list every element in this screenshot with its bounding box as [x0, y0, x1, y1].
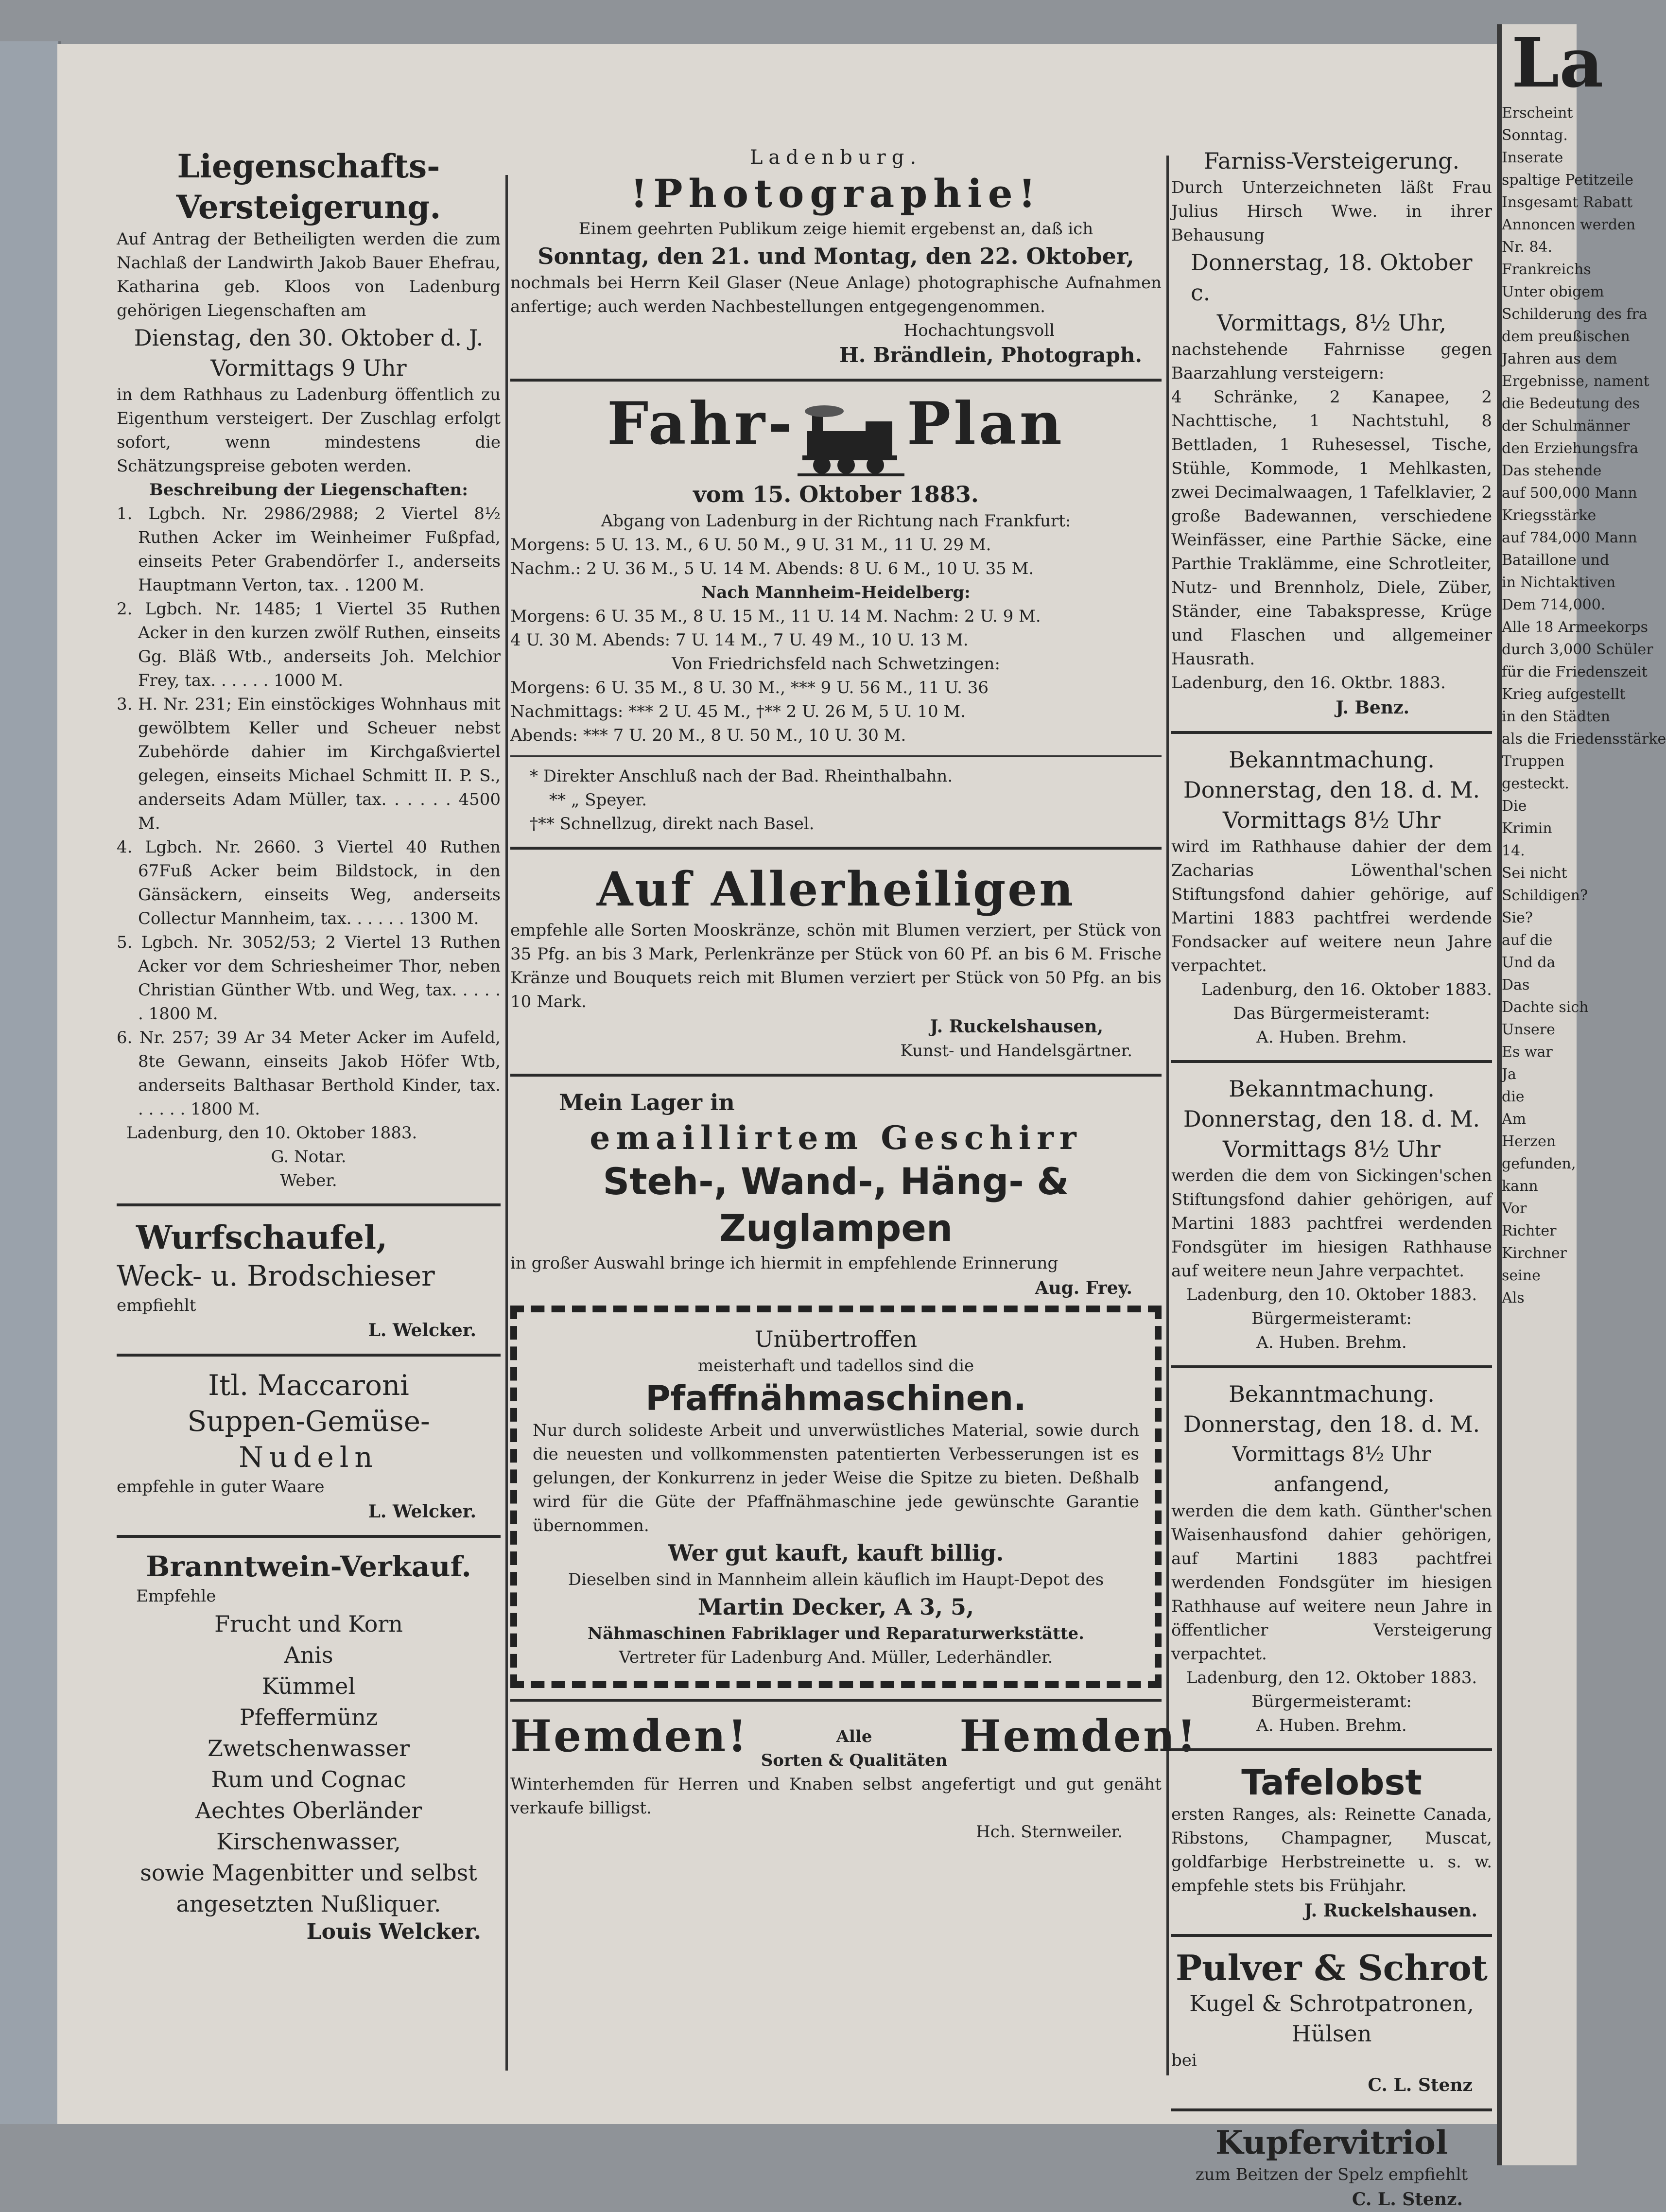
ad-farniss-versteigerung	[1171, 146, 1492, 720]
office: Bürgermeisteramt:	[1251, 1692, 1412, 1711]
text-fragment: auf 784,000 Mann	[1502, 529, 1637, 546]
ad-title: Kupfervitriol	[1215, 2124, 1448, 2161]
schedule-row: Abends: *** 7 U. 20 M., 8 U. 50 M., 10 U. 30 M.	[510, 725, 906, 745]
fahrplan-valid: vom 15. Oktober 1883.	[693, 481, 979, 507]
list-item: Anis	[284, 1642, 333, 1668]
text-fragment: Kirchner	[1502, 1245, 1567, 1262]
local-representative: Vertreter für Ladenburg And. Müller, Lederhändler.	[619, 1647, 1053, 1667]
ad-body: in großer Auswahl bringe ich hiermit in empfehlende Erinnerung	[510, 1253, 1059, 1273]
recommend-text: empfiehlt	[117, 1296, 196, 1315]
list-item: Pfeffermünz	[239, 1704, 378, 1730]
divider	[510, 847, 1162, 850]
signer: A. Huben. Brehm.	[1256, 1333, 1407, 1352]
next-page-strip	[1497, 23, 1666, 2165]
text-fragment: spaltige Petitzeile	[1502, 172, 1634, 189]
ad-line: Zuglampen	[719, 1206, 953, 1250]
schedule-row: Morgens: 5 U. 13. M., 6 U. 50 M., 9 U. 31 M., 11 U. 29 M.	[510, 535, 991, 555]
hemden-middle	[761, 1725, 948, 1773]
auction-time: Vormittags, 8½ Uhr,	[1216, 310, 1447, 336]
text-fragment: Als	[1502, 1289, 1525, 1306]
divider	[1171, 1060, 1492, 1063]
ad-line: Mein Lager in	[559, 1089, 735, 1115]
text-fragment: Die	[1502, 798, 1527, 815]
text-fragment: Ja	[1502, 1066, 1516, 1083]
auction-date: Donnerstag, 18. Oktober c.	[1191, 249, 1473, 306]
text-fragment: Sei nicht	[1502, 865, 1567, 882]
column-left	[117, 146, 501, 1945]
signer: C. L. Stenz.	[1352, 2189, 1463, 2210]
text-fragment: Schildigen?	[1502, 887, 1588, 904]
dealer-intro: Dieselben sind in Mannheim allein käuflich im Haupt-Depot des	[568, 1569, 1104, 1589]
dealer-name: Martin Decker, A 3, 5,	[697, 1593, 974, 1620]
ad-body: empfehle alle Sorten Mooskränze, schön mit Blumen verziert, per Stück von 35 Pfg. an bis 3 Mark, Perlenkränze per Stück von 60 Pf. an bis 6 M. Frische Kränze und Bouquets reich mit Blumen verziert per Stück von 50 Pfg. an bis 10 Mark.	[510, 920, 1162, 1011]
ad-title: Bekanntmachung.	[1229, 1076, 1435, 1102]
signer: J. Ruckelshausen.	[1304, 1900, 1477, 1921]
text-fragment: auf die	[1502, 932, 1553, 949]
footnote: †** Schnellzug, direkt nach Basel.	[530, 814, 815, 834]
ad-line: emaillirtem Geschirr	[590, 1118, 1082, 1157]
list-item: 5. Lgbch. Nr. 3052/53; 2 Viertel 13 Ruthen Acker vor dem Schriesheimer Thor, neben Christian Günther Wtb. und Weg, tax. . . . . . 1800 M.	[117, 933, 501, 1024]
ad-title: Bekanntmachung.	[1229, 1381, 1435, 1407]
text-fragment: Und da	[1502, 954, 1556, 971]
auction-time: Vormittags 9 Uhr	[210, 355, 407, 381]
text-fragment: Am	[1502, 1111, 1527, 1128]
text-fragment: Kriegsstärke	[1502, 507, 1597, 524]
ad-body: nochmals bei Herrn Keil Glaser (Neue Anlage) photographische Aufnahmen anfertige; auch werden Nachbestellungen entgegengenommen.	[510, 273, 1162, 316]
text-fragment: in den Städten	[1502, 708, 1611, 725]
text-fragment: Das stehende	[1502, 462, 1602, 479]
text-fragment: als die Friedensstärke	[1502, 731, 1666, 748]
signer: Louis Welcker.	[306, 1919, 481, 1944]
text-fragment: die Bedeutung des	[1502, 395, 1640, 412]
place-date: Ladenburg, den 10. Oktober 1883.	[1186, 1285, 1477, 1305]
text-fragment: seine	[1502, 1267, 1541, 1284]
ad-title: !Photographie!	[630, 171, 1041, 216]
slogan: Wer gut kauft, kauft billig.	[668, 1539, 1004, 1566]
place-date: Ladenburg, den 12. Oktober 1883.	[1186, 1668, 1477, 1688]
schedule-row: 4 U. 30 M. Abends: 7 U. 14 M., 7 U. 49 M., 10 U. 13 M.	[510, 630, 969, 650]
hemden-mid-line: Sorten & Qualitäten	[761, 1751, 948, 1770]
direction-heading: Von Friedrichsfeld nach Schwetzingen:	[672, 654, 1000, 674]
divider	[1171, 1934, 1492, 1937]
signer: Aug. Frey.	[1035, 1277, 1132, 1298]
text-fragment: Inserate	[1502, 149, 1563, 166]
notice-date: Donnerstag, den 18. d. M.	[1183, 1106, 1480, 1132]
list-item: 6. Nr. 257; 39 Ar 34 Meter Acker im Aufeld, 8te Gewann, einseits Jakob Höfer Wtb, anderseits Balthasar Berthold Kinder, tax. . . . . . 1800 M.	[117, 1028, 501, 1119]
text-fragment: Schilderung des fra	[1502, 306, 1648, 323]
ad-body: werden die dem von Sickingen'schen Stiftungsfond dahier gehörigen, auf Martini 1883 pachtfrei werdenden Fondsgüter im hiesigen Rathhause auf weitere neun Jahre verpachtet.	[1171, 1166, 1492, 1281]
item-list: 4 Schränke, 2 Kanapee, 2 Nachttische, 1 Nachtstuhl, 8 Bettladen, 1 Ruhesessel, Tische, Stühle, Kommode, 1 Mehlkasten, zwei Decimalwaagen, 1 Tafelklavier, 2 große Badewannen, verschiedene Weinfässer, eine Parthie Säcke, eine Parthie Traklämme, eine Schrotleiter, Nutz- und Brennholz, Diele, Züber, Ständer, eine Tabakspresse, Krüge und Flaschen und allgemeiner Hausrath.	[1171, 387, 1492, 669]
text-fragment: Erscheint	[1502, 105, 1573, 122]
list-item: 2. Lgbch. Nr. 1485; 1 Viertel 35 Ruthen Acker in den kurzen zwölf Ruthen, einseits Gg. Bläß Wtb., anderseits Joh. Melchior Frey, tax. . . . . . 1000 M.	[117, 599, 501, 690]
text-fragment: Es war	[1502, 1044, 1553, 1061]
office: Bürgermeisteramt:	[1251, 1309, 1412, 1328]
text-fragment: in Nichtaktiven	[1502, 574, 1616, 591]
book-spine-edge	[0, 41, 61, 2124]
list-item: 3. H. Nr. 231; Ein einstöckiges Wohnhaus mit gewölbtem Keller und Scheuer nebst Zubehörde dahier im Kirchgaßviertel gelegen, einseits Michael Schmitt II. P. S., anderseits Adam Müller, tax. . . . . . 4500 M.	[117, 695, 501, 833]
schedule-row: Nachmittags: *** 2 U. 45 M., †** 2 U. 26 M, 5 U. 10 M.	[510, 701, 966, 721]
divider	[117, 1354, 501, 1357]
place-date: Ladenburg, den 10. Oktober 1883.	[126, 1123, 417, 1143]
ad-line: Kugel & Schrotpatronen,	[1189, 1990, 1474, 2017]
ad-title: Pfaffnähmaschinen.	[645, 1378, 1026, 1418]
ad-subtitle: Weck- u. Brodschieser	[117, 1259, 435, 1292]
text-fragment: Annoncen werden	[1502, 216, 1636, 233]
text-fragment: Jahren aus dem	[1502, 350, 1617, 367]
ad-line: Hülsen	[1291, 2020, 1372, 2047]
text-fragment: Richter	[1502, 1222, 1557, 1239]
section-heading: Beschreibung der Liegenschaften:	[149, 480, 468, 500]
text-fragment: für die Friedenszeit	[1502, 663, 1648, 680]
notice-date: Donnerstag, den 18. d. M.	[1183, 1411, 1480, 1437]
ad-line: bei	[1171, 2051, 1197, 2070]
dealer-desc: Nähmaschinen Fabriklager und Reparaturwerkstätte.	[588, 1623, 1084, 1643]
ad-body: werden die dem kath. Günther'schen Waisenhausfond dahier gehörigen, auf Martini 1883 pachtfrei werdenden Fondsgüter im hiesigen Rathhause auf weitere neun Jahre in öffentlicher Versteigerung verpachtet.	[1171, 1501, 1492, 1664]
hemden-left: Hemden!	[510, 1710, 749, 1762]
ad-title: Auf Allerheiligen	[596, 861, 1076, 917]
list-item: angesetzten Nußliquer.	[176, 1891, 441, 1917]
locomotive-icon	[798, 404, 904, 479]
signer: A. Huben. Brehm.	[1256, 1028, 1407, 1047]
notice-time: Vormittags 8½ Uhr anfangend,	[1232, 1442, 1431, 1496]
ad-body: ersten Ranges, als: Reinette Canada, Ribstons, Champagner, Muscat, goldfarbige Herbstreinette u. s. w. empfehle stets bis Frühjahr.	[1171, 1805, 1492, 1896]
text-fragment: kann	[1502, 1178, 1538, 1195]
hemden-header	[510, 1710, 1198, 1773]
schedule-row: Morgens: 6 U. 35 M., 8 U. 15 M., 11 U. 14 M. Nachm: 2 U. 9 M.	[510, 606, 1041, 626]
column-right	[1171, 146, 1492, 2212]
text-fragment: 14.	[1502, 842, 1525, 859]
divider	[510, 379, 1162, 382]
signer: C. L. Stenz	[1368, 2075, 1473, 2095]
fahrplan-title-left: Fahr-	[607, 389, 795, 458]
text-fragment: Unter obigem	[1502, 283, 1604, 300]
signer: J. Benz.	[1336, 697, 1409, 718]
divider	[1171, 1748, 1492, 1751]
text-fragment: Nr. 84.	[1502, 239, 1553, 256]
ad-pfaff-frame	[510, 1306, 1162, 1688]
ad-nudeln	[117, 1367, 501, 1524]
ad-body: nachstehende Fahrnisse gegen Baarzahlung versteigern:	[1171, 340, 1492, 383]
direction-heading: Nach Mannheim-Heidelberg:	[701, 582, 971, 602]
ad-hemden	[510, 1710, 1198, 1845]
text-fragment: Frankreichs	[1502, 261, 1591, 278]
ad-bekanntmachung-2	[1171, 1074, 1492, 1355]
divider	[510, 755, 1162, 757]
fahrplan-title-right: Plan	[907, 389, 1065, 458]
ad-line: Suppen-Gemüse-	[187, 1405, 430, 1438]
ad-liegenschafts-versteigerung	[117, 146, 501, 1193]
ad-lampen	[510, 1087, 1162, 1301]
ad-photographie	[510, 146, 1162, 368]
list-item: Frucht und Korn	[214, 1611, 403, 1637]
list-item: Kümmel	[261, 1673, 356, 1699]
ad-title: Versteigerung.	[176, 188, 441, 226]
signer: Hch. Sternweiler.	[976, 1822, 1123, 1842]
ad-intro: Auf Antrag der Betheiligten werden die zum Nachlaß der Landwirth Jakob Bauer Ehefrau, Katharina geb. Kloos von Ladenburg gehörigen Liegenschaften am	[117, 229, 501, 320]
ad-intro: Durch Unterzeichneten läßt Frau Julius Hirsch Wwe. in ihrer Behausung	[1171, 178, 1492, 245]
text-fragments	[1502, 102, 1666, 1309]
text-fragment: durch 3,000 Schüler	[1502, 641, 1653, 658]
list-item: 1. Lgbch. Nr. 2986/2988; 2 Viertel 8½ Ruthen Acker im Weinheimer Fußpfad, einseits Peter Grabendörfer I., anderseits Hauptmann Verton, tax. . 1200 M.	[117, 504, 501, 595]
photo-dates: Sonntag, den 21. und Montag, den 22. Oktober,	[538, 243, 1134, 269]
ad-body: in dem Rathhaus zu Ladenburg öffentlich zu Eigenthum versteigert. Der Zuschlag erfolgt sofort, wenn mindestens die Schätzungspreise geboten werden.	[117, 385, 501, 476]
ad-title: Farniss-Versteigerung.	[1203, 148, 1460, 174]
list-item: Kirschenwasser,	[216, 1829, 401, 1855]
notice-time: Vormittags 8½ Uhr	[1223, 1136, 1440, 1162]
text-fragment: Krieg aufgestellt	[1502, 686, 1626, 703]
ad-branntwein	[117, 1549, 501, 1945]
signer: L. Welcker.	[368, 1501, 476, 1522]
ad-line: Unübertroffen	[754, 1325, 918, 1352]
divider	[117, 1203, 501, 1206]
signer: J. Ruckelshausen,	[930, 1016, 1103, 1037]
hemden-mid-line: Alle	[836, 1727, 872, 1746]
list-item: Zwetschenwasser	[207, 1735, 410, 1761]
ad-kupfervitriol	[1171, 2122, 1492, 2212]
text-fragment: Dachte sich	[1502, 999, 1589, 1016]
text-fragment: auf 500,000 Mann	[1502, 485, 1637, 502]
divider	[1171, 2108, 1492, 2111]
ad-body: Nur durch solideste Arbeit und unverwüstliches Material, sowie durch die neuesten und vollkommensten patentierten Verbesserungen ist es gelungen, der Konkurrenz in jeder Weise die Spitze zu bieten. Deßhalb wird für die Güte der Pfaffnähmaschine jede gewünschte Garantie übernommen.	[533, 1420, 1139, 1535]
ad-line: Itl. Maccaroni	[208, 1369, 409, 1402]
direction-heading: Abgang von Ladenburg in der Richtung nach Frankfurt:	[601, 511, 1071, 531]
text-fragment: die	[1502, 1088, 1525, 1105]
column-rule-2	[1166, 156, 1169, 2075]
ad-pulver-schrot	[1171, 1948, 1492, 2098]
place-date: Ladenburg, den 16. Oktbr. 1883.	[1171, 673, 1446, 693]
ad-title: Tafelobst	[1241, 1762, 1422, 1803]
ad-line: Nudeln	[239, 1441, 379, 1474]
divider	[1171, 731, 1492, 734]
column-rule-1	[505, 175, 508, 2071]
signer-role: Kunst- und Handelsgärtner.	[900, 1041, 1132, 1061]
text-fragment: Ergebnisse, nament	[1502, 373, 1649, 390]
divider	[117, 1535, 501, 1538]
divider	[510, 1074, 1162, 1077]
schedule-row: Nachm.: 2 U. 36 M., 5 U. 14 M. Abends: 8 U. 6 M., 10 U. 35 M.	[510, 558, 1034, 578]
office: Das Bürgermeisteramt:	[1233, 1004, 1430, 1023]
text-fragment: Insgesamt Rabatt	[1502, 194, 1633, 211]
text-fragment: Sonntag.	[1502, 127, 1568, 144]
divider	[1171, 1365, 1492, 1368]
ad-line: Steh-, Wand-, Häng- &	[603, 1159, 1069, 1203]
column-middle	[510, 146, 1198, 1844]
place-heading: Ladenburg.	[749, 146, 922, 169]
place-date: Ladenburg, den 16. Oktober 1883.	[1201, 980, 1492, 999]
text-fragment: Bataillone und	[1502, 552, 1610, 569]
notice-time: Vormittags 8½ Uhr	[1223, 807, 1440, 833]
greeting: Hochachtungsvoll	[903, 321, 1055, 340]
ad-body: Winterhemden für Herren und Knaben selbst angefertigt und gut genäht verkaufe billigst.	[510, 1775, 1162, 1818]
text-fragment: Vor	[1502, 1200, 1527, 1217]
fahrplan-header	[510, 389, 1162, 479]
footnote: * Direkter Anschluß nach der Bad. Rheinthalbahn.	[530, 766, 953, 786]
text-fragment: Truppen	[1502, 753, 1565, 770]
signer: L. Welcker.	[368, 1320, 476, 1341]
ad-line: meisterhaft und tadellos sind die	[697, 1356, 974, 1376]
recommend-text: Empfehle	[136, 1586, 216, 1606]
ad-fahrplan	[510, 389, 1162, 836]
notice-date: Donnerstag, den 18. d. M.	[1183, 777, 1480, 803]
text-fragment: der Schulmänner	[1502, 418, 1630, 435]
text-fragment: Herzen	[1502, 1133, 1556, 1150]
masthead-fragment: La	[1511, 23, 1604, 103]
text-fragment: den Erziehungsfra	[1502, 440, 1639, 457]
hemden-right: Hemden!	[959, 1710, 1198, 1762]
ad-tafelobst	[1171, 1762, 1492, 1923]
ad-bekanntmachung-1	[1171, 745, 1492, 1049]
list-item: Rum und Cognac	[211, 1766, 406, 1793]
footnote: ** „ Speyer.	[549, 790, 647, 810]
ad-wurfschaufel	[117, 1217, 501, 1343]
text-fragment: Alle 18 Armeekorps	[1502, 619, 1648, 636]
signer: Weber.	[280, 1171, 337, 1190]
ad-bekanntmachung-3	[1171, 1379, 1492, 1738]
ad-body: zum Beitzen der Spelz empfiehlt	[1195, 2165, 1468, 2184]
text-fragment: Sie?	[1502, 909, 1533, 926]
ad-title: Liegenschafts-	[177, 147, 440, 185]
schedule-row: Morgens: 6 U. 35 M., 8 U. 30 M., *** 9 U. 56 M., 11 U. 36	[510, 678, 989, 697]
list-item: sowie Magenbitter und selbst	[140, 1860, 477, 1886]
text-fragment: Das	[1502, 976, 1530, 993]
office: G. Notar.	[271, 1147, 347, 1167]
text-fragment: gesteckt.	[1502, 775, 1569, 792]
ad-title: Branntwein-Verkauf.	[146, 1550, 471, 1583]
ad-title: Pulver & Schrot	[1176, 1947, 1488, 1988]
ad-title: Bekanntmachung.	[1229, 747, 1435, 773]
recommend-text: empfehle in guter Waare	[117, 1477, 325, 1497]
signer: A. Huben. Brehm.	[1256, 1716, 1407, 1735]
ad-title: Wurfschaufel,	[136, 1219, 388, 1256]
auction-date: Dienstag, den 30. Oktober d. J.	[134, 325, 484, 351]
text-fragment: Unsere	[1502, 1021, 1555, 1038]
list-item: 4. Lgbch. Nr. 2660. 3 Viertel 40 Ruthen 67Fuß Acker beim Bildstock, in den Gänsäckern, einseits Weg, anderseits Collectur Mannheim, tax. . . . . . 1300 M.	[117, 837, 501, 928]
ad-allerheiligen	[510, 860, 1162, 1063]
ad-body: wird im Rathhause dahier der dem Zacharias Löwenthal'schen Stiftungsfond dahier gehörige, auf Martini 1883 pachtfrei werdende Fondsacker auf weitere neun Jahre verpachtet.	[1171, 837, 1492, 975]
text-fragment: Krimin	[1502, 820, 1552, 837]
ad-intro: Einem geehrten Publikum zeige hiemit ergebenst an, daß ich	[578, 219, 1093, 239]
divider	[510, 1699, 1162, 1702]
text-fragment: Dem 714,000.	[1502, 596, 1606, 613]
signer: H. Brändlein, Photograph.	[839, 343, 1142, 367]
text-fragment: dem preußischen	[1502, 328, 1630, 345]
text-fragment: gefunden,	[1502, 1155, 1576, 1172]
list-item: Aechtes Oberländer	[195, 1797, 422, 1824]
